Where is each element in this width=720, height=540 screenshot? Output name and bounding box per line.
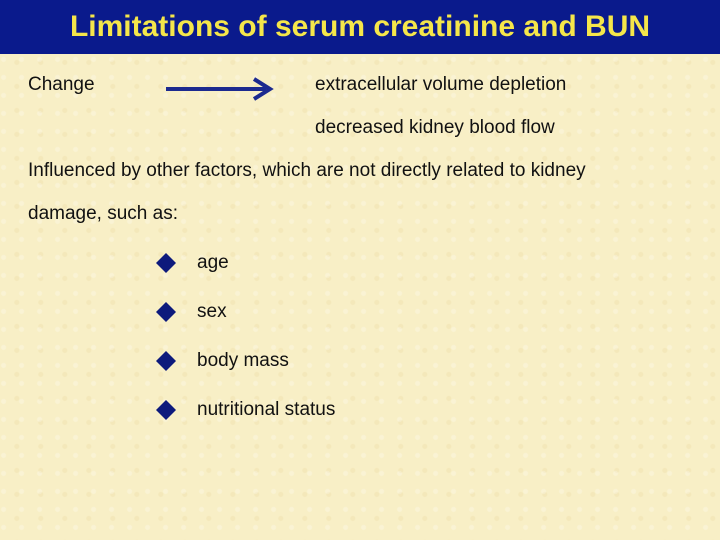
diamond-bullet-icon: [155, 301, 177, 323]
change-result-1: extracellular volume depletion: [315, 74, 567, 95]
influence-text-line2: damage, such as:: [28, 203, 178, 224]
diamond-bullet-icon: [155, 350, 177, 372]
influence-text-line1: Influenced by other factors, which are not directly related to kidney: [28, 160, 586, 181]
slide-title: Limitations of serum creatinine and BUN: [69, 10, 651, 43]
bullet-item-nutritional-status: nutritional status: [197, 399, 336, 420]
bullet-item-body-mass: body mass: [197, 350, 289, 371]
title-bar: [0, 0, 720, 54]
bullet-item-sex: sex: [197, 301, 227, 322]
diamond-bullet-icon: [155, 252, 177, 274]
change-label: Change: [28, 74, 95, 95]
diamond-bullet-icon: [155, 399, 177, 421]
bullet-item-age: age: [197, 252, 229, 273]
right-arrow-icon: [166, 76, 278, 102]
change-result-2: decreased kidney blood flow: [315, 117, 555, 138]
